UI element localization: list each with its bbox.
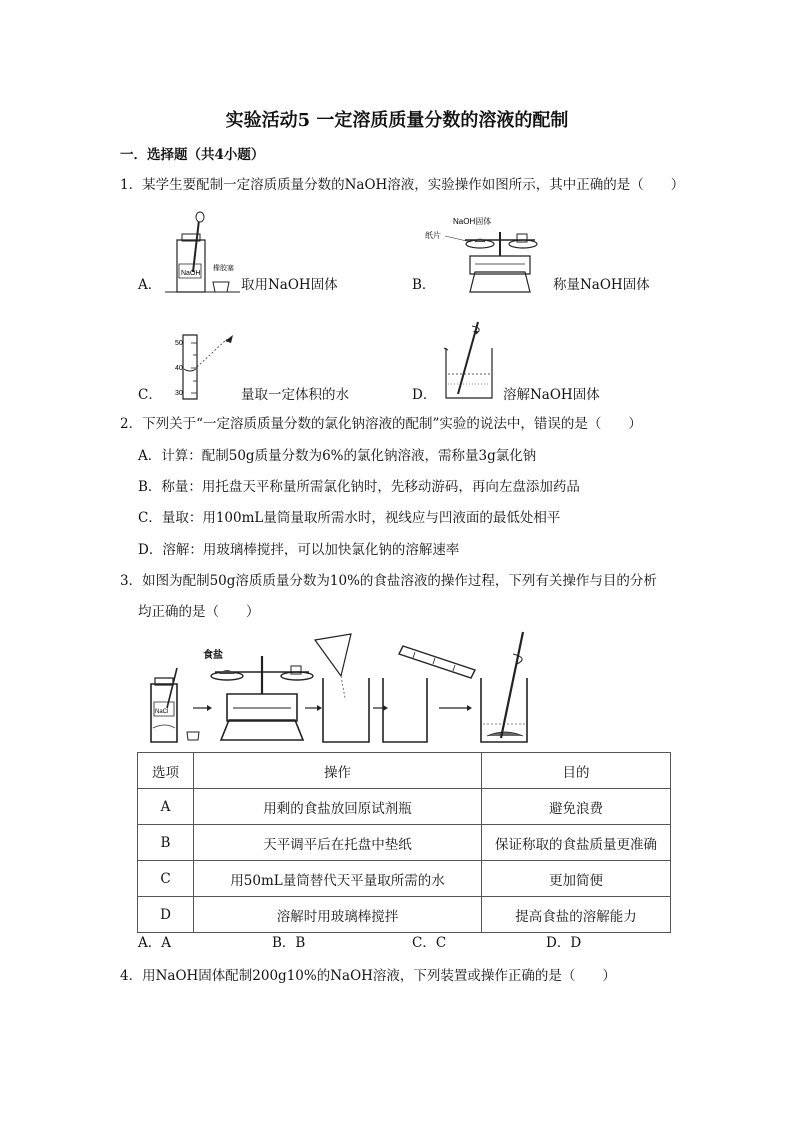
table-cell: 用50mL量筒替代天平量取所需的水	[194, 861, 482, 897]
q1-option-a-caption: 取用NaOH固体	[241, 277, 338, 293]
q1c-tick-40: 40	[175, 365, 183, 372]
q3-answer-c: C．C	[412, 935, 447, 951]
q1b-label-solid: NaOH固体	[453, 217, 492, 226]
q1b-label-paper: 纸片	[425, 231, 441, 240]
table-cell: 提高食盐的溶解能力	[482, 897, 671, 933]
q1a-label-naoh: NaOH	[181, 270, 201, 277]
table-cell: D	[138, 897, 194, 933]
table-cell: A	[138, 789, 194, 825]
q3-label-salt: 食盐	[203, 650, 223, 661]
q1c-tick-30: 30	[175, 390, 183, 397]
page-title: 实验活动5 一定溶质质量分数的溶液的配制	[225, 110, 569, 131]
q4-stem: 4．用NaOH固体配制200g10%的NaOH溶液，下列装置或操作正确的是（ ）	[120, 968, 616, 984]
q2-option-a: A．计算：配制50g质量分数为6%的氯化钠溶液，需称量3g氯化钠	[138, 448, 537, 464]
table-header-option: 选项	[138, 753, 194, 789]
section-heading: 一．选择题（共4小题）	[120, 147, 265, 163]
table-header-operation: 操作	[194, 753, 482, 789]
q3-stem-line1: 3．如图为配制50g溶质质量分数为10%的食盐溶液的操作过程，下列有关操作与目的分析	[120, 573, 657, 589]
table-row	[138, 861, 671, 897]
q1a-label-stopper: 橡胶塞	[213, 265, 234, 272]
q3-answer-d: D．D	[546, 935, 582, 951]
table-header-row	[138, 753, 671, 789]
q3-answer-b: B．B	[272, 935, 306, 951]
table-cell: 更加简便	[482, 861, 671, 897]
q1-option-a-letter: A．	[138, 277, 162, 293]
q1-option-b-caption: 称量NaOH固体	[553, 277, 650, 293]
q1-stem: 1．某学生要配制一定溶质质量分数的NaOH溶液，实验操作如图所示，其中正确的是（ ）	[120, 177, 685, 193]
q3-stem-line2: 均正确的是（ ）	[138, 604, 260, 620]
q1-option-d-caption: 溶解NaOH固体	[503, 387, 600, 403]
table-cell: 天平调平后在托盘中垫纸	[194, 825, 482, 861]
table-cell: 用剩的食盐放回原试剂瓶	[194, 789, 482, 825]
q3-process-figure	[145, 628, 535, 746]
q1-figure-a	[165, 212, 245, 294]
table-cell: 溶解时用玻璃棒搅拌	[194, 897, 482, 933]
q1-figure-d	[440, 318, 500, 402]
q1-figure-c	[175, 333, 245, 401]
q2-stem: 2．下列关于“一定溶质质量分数的氯化钠溶液的配制”实验的说法中，错误的是（ ）	[120, 416, 642, 432]
q2-option-d: D．溶解：用玻璃棒搅拌，可以加快氯化钠的溶解速率	[138, 542, 460, 558]
table-row	[138, 789, 671, 825]
table-header-purpose: 目的	[482, 753, 671, 789]
q3-options-table	[137, 752, 671, 933]
q2-option-b: B．称量：用托盘天平称量所需氯化钠时，先移动游码，再向左盘添加药品	[138, 479, 580, 495]
table-row	[138, 825, 671, 861]
table-row	[138, 897, 671, 933]
table-cell: C	[138, 861, 194, 897]
q1-option-c-caption: 量取一定体积的水	[241, 387, 349, 403]
q1-option-d-letter: D．	[412, 387, 437, 403]
q3-answer-a: A．A	[138, 935, 171, 951]
q1-option-b-letter: B．	[412, 277, 436, 293]
q1-option-c-letter: C．	[138, 387, 162, 403]
q1-figure-b	[425, 212, 555, 294]
q2-option-c: C．量取：用100mL量筒量取所需水时，视线应与凹液面的最低处相平	[138, 510, 561, 526]
q1c-tick-50: 50	[175, 340, 183, 347]
q3-label-nacl: NaCl	[155, 709, 169, 715]
table-cell: B	[138, 825, 194, 861]
table-cell: 保证称取的食盐质量更准确	[482, 825, 671, 861]
table-cell: 避免浪费	[482, 789, 671, 825]
